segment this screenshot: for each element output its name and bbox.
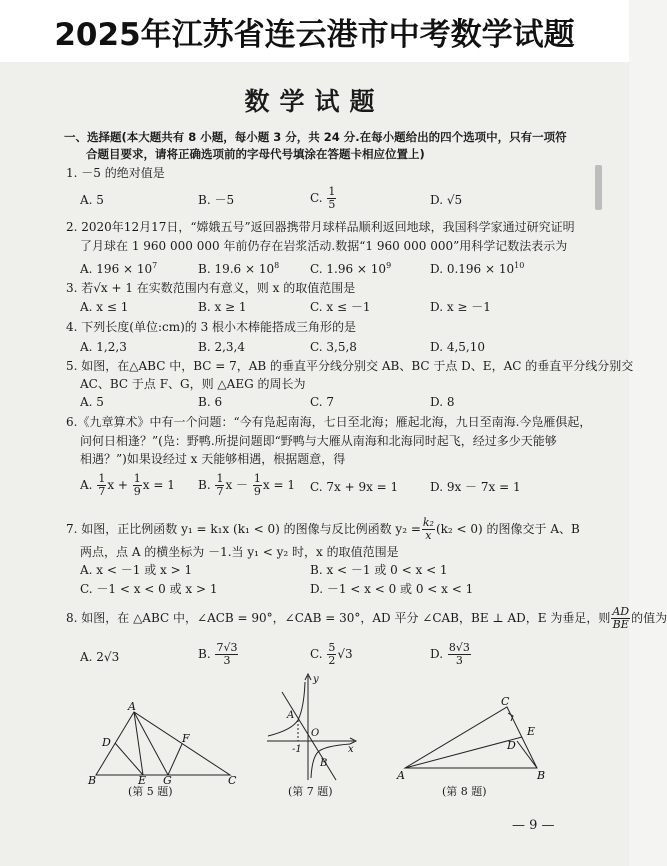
q7-option-d: D. －1 < x < 0 或 0 < x < 1 [310,582,474,596]
q5-option-d: D. 8 [430,395,455,409]
q3-option-a: A. x ≤ 1 [80,300,129,314]
q2-line2: 了月球在 1 960 000 000 年前仍存在岩浆活动.数据“1 960 000 000”用科学记数法表示为 [80,239,568,253]
section-heading-2: 合题目要求，请将正确选项前的字母代号填涂在答题卡相应位置上) [86,147,425,161]
q5-option-b: B. 6 [198,395,223,409]
q6-option-a: A. $\frac{1}{7}$ x + $\frac{1}{9}$ x = 1 [80,472,175,498]
fig7-label-o: O [311,728,320,739]
fig5-label-f: F [182,732,190,745]
q6-option-c: C. 7x + 9x = 1 [310,480,399,494]
q3-option-c: C. x ≤ －1 [310,300,371,314]
fig5-label-a: A [128,700,136,713]
fig7-label-b: B [320,758,328,769]
q4-option-d: D. 4,5,10 [430,340,485,354]
fig8-label-e: E [527,725,536,738]
q2-option-d: D. $0.196 \times 10^{10}$ [430,261,525,276]
figure-5-diagram [80,700,250,785]
q5-line1: 5. 如图，在△ABC 中，BC = 7，AB 的垂直平分线分别交 AB、BC 于点 D、E，AC 的垂直平分线分别交 [66,359,634,373]
q6-option-b: B. $\frac{1}{7}$ x － $\frac{1}{9}$ x = 1 [198,472,295,498]
q8-option-d: D. $\frac{8√3}{3}$ [430,641,470,667]
q6-line3: 相遇？”)如果设经过 x 天能够相遇，根据题意，得 [80,452,346,466]
q6-line2: 问何日相逢？”(凫：野鸭.所提问题即“野鸭与大雁从南海和北海同时起飞，经过多少天能够 [80,434,557,448]
q5-option-c: C. 7 [310,395,335,409]
q4-option-c: C. 3,5,8 [310,340,357,354]
q8-option-c: C. $\frac{5}{2}$ √3 [310,641,353,667]
q1-stem: 1. －5 的绝对值是 [66,166,165,180]
q2-option-c: C. $1.96 \times 10^9$ [310,261,392,276]
figure-7-caption: (第 7 题) [288,785,333,798]
fig5-label-b: B [88,774,97,787]
figure-7-diagram [262,668,362,786]
fig8-label-c: C [501,695,510,708]
q8-option-a: A. 2√3 [80,650,120,664]
q6-option-d: D. 9x － 7x = 1 [430,480,521,494]
figure-5-caption: (第 5 题) [128,785,173,798]
q5-line2: AC、BC 于点 F、G，则 △AEG 的周长为 [80,377,306,391]
q7-line2: 两点，点 A 的横坐标为 －1.当 y₁ < y₂ 时，x 的取值范围是 [80,545,399,559]
q4-option-b: B. 2,3,4 [198,340,245,354]
q3-option-d: D. x ≥ －1 [430,300,491,314]
figure-8-caption: (第 8 题) [442,785,487,798]
fig8-label-d: D [507,739,516,752]
section-heading-1: 一、选择题(本大题共有 8 小题，每小题 3 分，共 24 分.在每小题给出的四个选项中，只有一项符 [64,130,567,144]
q1-option-a: A. 5 [80,193,104,207]
fig8-label-b: B [537,769,546,782]
q7-option-c: C. －1 < x < 0 或 x > 1 [80,582,218,596]
fig7-label-minus1: -1 [292,744,302,755]
q1-option-d: D. √5 [430,193,463,207]
q4-option-a: A. 1,2,3 [80,340,127,354]
fig5-label-c: C [228,774,237,787]
scrollbar[interactable] [595,165,602,210]
q3-option-b: B. x ≥ 1 [198,300,247,314]
q7-option-a: A. x < －1 或 x > 1 [80,563,193,577]
fig8-label-a: A [397,769,405,782]
q3-stem: 3. 若√x + 1 在实数范围内有意义，则 x 的取值范围是 [66,281,356,295]
q6-line1: 6.《九章算术》中有一个问题：“今有凫起南海，七日至北海；雁起北海，九日至南海.今凫雁俱起， [66,415,592,429]
q7-option-b: B. x < －1 或 0 < x < 1 [310,563,448,577]
fig5-label-g: G [163,774,172,787]
q4-stem: 4. 下列长度(单位:cm)的 3 根小木棒能搭成三角形的是 [66,320,357,334]
fig7-label-x: x [348,744,354,755]
q2-option-a: A. $196 \times 10^7$ [80,261,158,276]
q1-option-c: C. $\frac{1}{5}$ [310,185,336,211]
q2-option-b: B. $19.6 \times 10^8$ [198,261,280,276]
q2-line1: 2. 2020年12月17日，“嫦娥五号”返回器携带月球样品顺利返回地球，我国科学家通过研究证明 [66,220,575,234]
exam-title: 数学试题 [244,87,385,116]
fig7-label-a: A [287,710,295,721]
q1-option-b: B. －5 [198,193,235,207]
q8-line1: 8. 如图，在 △ABC 中，∠ACB = 90°，∠CAB = 30°，AD 平分 ∠CAB，BE ⊥ AD，E 为垂足，则 $\frac{AD}{BE}$ 的值为 [66,605,667,631]
figure-8-diagram [395,695,550,783]
fig5-label-d: D [102,736,111,749]
fig7-label-y: y [313,674,319,685]
fig5-label-e: E [138,774,147,787]
banner [0,0,629,62]
q5-option-a: A. 5 [80,395,104,409]
banner-title: 2025年江苏省连云港市中考数学试题 [54,16,575,53]
q7-line1: 7. 如图，正比例函数 y₁ = k₁x (k₁ < 0) 的图像与反比例函数 y₂ = $\frac{\text{k₂}}{x}$ (k₂ < 0) 的图像交于 A、B [66,516,580,542]
q8-option-b: B. $\frac{7√3}{3}$ [198,641,238,667]
page-number: — 9 — [512,818,555,833]
